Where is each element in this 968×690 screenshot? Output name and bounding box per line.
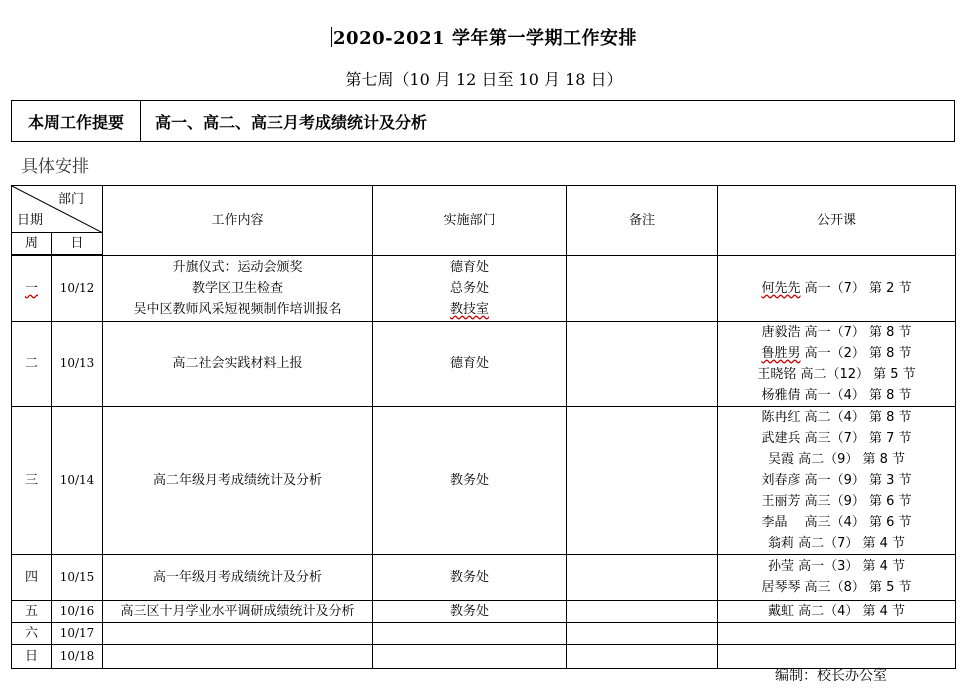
- section-label: 具体安排: [21, 157, 89, 177]
- department-cell: [373, 644, 567, 668]
- weekly-summary-text: 高一、高二、高三月考成绩统计及分析: [155, 112, 428, 132]
- schedule-row: [12, 622, 956, 644]
- open-class-line: 何先先 高一（7） 第 2 节: [761, 280, 912, 296]
- header-notes: 备注: [567, 186, 718, 256]
- weekly-summary-label: 本周工作提要: [12, 101, 141, 141]
- department-cell: [373, 622, 567, 644]
- open-class-cell: [718, 622, 956, 644]
- open-class-line: 杨雅倩 高一（4） 第 8 节: [761, 387, 912, 403]
- department-line: 德育处: [449, 356, 489, 371]
- content-cell: [103, 321, 373, 406]
- department-line: 教务处: [449, 472, 489, 488]
- weekday-cell: 四: [12, 554, 52, 600]
- weekly-summary-box: [11, 100, 955, 142]
- department-cell: [373, 406, 567, 554]
- weekday-cell: 三: [12, 406, 52, 554]
- content-cell: [103, 622, 373, 644]
- notes-cell: [567, 622, 718, 644]
- open-class-line: 孙莹 高一（3） 第 4 节: [767, 559, 906, 574]
- schedule-row: [12, 255, 956, 321]
- date-cell: 10/16: [52, 600, 103, 622]
- open-class-line: 鲁胜男 高一（2） 第 8 节: [761, 345, 912, 361]
- date-cell: 10/17: [52, 622, 103, 644]
- department-line: 总务处: [449, 280, 489, 296]
- weekday-cell: 五: [12, 600, 52, 622]
- notes-cell: [567, 554, 718, 600]
- corner-date-label: 日期: [17, 213, 44, 228]
- weekday-cell: 日: [12, 644, 52, 668]
- header-week: 周: [12, 233, 52, 256]
- document-title-text: 2020-2021 学年第一学期工作安排: [333, 28, 637, 49]
- open-class-line: 王丽芳 高三（9） 第 6 节: [761, 493, 912, 509]
- flagged-name: 鲁胜男: [761, 345, 801, 361]
- open-class-line: 李晶 高三（4） 第 6 节: [761, 514, 912, 530]
- header-row-top: [12, 186, 956, 233]
- notes-cell: [567, 644, 718, 668]
- content-line: 教学区卫生检查: [191, 280, 283, 296]
- content-line: 高二社会实践材料上报: [172, 356, 303, 371]
- schedule-row: [12, 406, 956, 554]
- open-class-cell: [718, 554, 956, 600]
- content-line: 吴中区教师风采短视频制作培训报名: [133, 301, 342, 317]
- content-line: 升旗仪式：运动会颁奖: [172, 259, 303, 275]
- weekday-cell: 一: [12, 255, 52, 321]
- open-class-line: 刘春彦 高一（9） 第 3 节: [761, 472, 912, 488]
- document-title: [0, 24, 968, 50]
- schedule-table: [11, 185, 956, 669]
- notes-cell: [567, 255, 718, 321]
- schedule-row: [12, 554, 956, 600]
- footer-editor: 编制：校长办公室: [775, 668, 887, 684]
- open-class-line: 唐毅浩 高一（7） 第 8 节: [761, 324, 912, 340]
- open-class-cell: [718, 321, 956, 406]
- open-class-line: 翁莉 高二（7） 第 4 节: [767, 535, 906, 551]
- header-day: 日: [52, 233, 103, 256]
- header-content: 工作内容: [103, 186, 373, 256]
- open-class-line: 吴霞 高二（9） 第 8 节: [767, 451, 906, 467]
- content-line: 高三区十月学业水平调研成绩统计及分析: [120, 603, 355, 619]
- open-class-cell: [718, 255, 956, 321]
- date-cell: 10/15: [52, 554, 103, 600]
- content-line: 高一年级月考成绩统计及分析: [152, 569, 322, 585]
- notes-cell: [567, 600, 718, 622]
- header-open-class: 公开课: [718, 186, 956, 256]
- content-cell: [103, 644, 373, 668]
- content-cell: [103, 406, 373, 554]
- open-class-line: 陈冉红 高二（4） 第 8 节: [761, 409, 912, 425]
- content-line: 高二年级月考成绩统计及分析: [152, 472, 322, 488]
- open-class-line: 王晓铭 高二（12） 第 5 节: [757, 366, 916, 382]
- content-cell: [103, 255, 373, 321]
- content-cell: [103, 600, 373, 622]
- date-dept-corner-cell: [12, 186, 103, 233]
- department-cell: [373, 321, 567, 406]
- open-class-cell: [718, 600, 956, 622]
- date-cell: 10/18: [52, 644, 103, 668]
- open-class-line: 居琴琴 高三（8） 第 5 节: [761, 580, 912, 595]
- schedule-row: [12, 321, 956, 406]
- department-cell: [373, 554, 567, 600]
- weekday-cell: 六: [12, 622, 52, 644]
- notes-cell: [567, 321, 718, 406]
- header-department: 实施部门: [373, 186, 567, 256]
- date-cell: 10/12: [52, 255, 103, 321]
- date-cell: 10/14: [52, 406, 103, 554]
- notes-cell: [567, 406, 718, 554]
- department-line: 教务处: [449, 603, 489, 619]
- date-cell: 10/13: [52, 321, 103, 406]
- corner-dept-label: 部门: [57, 192, 84, 207]
- weekday-cell: 二: [12, 321, 52, 406]
- department-line: 德育处: [449, 259, 489, 275]
- open-class-line: 武建兵 高三（7） 第 7 节: [761, 430, 912, 446]
- open-class-cell: [718, 406, 956, 554]
- department-line: 教技室: [449, 301, 489, 317]
- department-cell: [373, 255, 567, 321]
- open-class-line: 戴虹 高二（4） 第 4 节: [767, 603, 906, 619]
- flagged-name: 何先先: [761, 280, 801, 296]
- text-cursor: [331, 27, 332, 47]
- department-cell: [373, 600, 567, 622]
- content-cell: [103, 554, 373, 600]
- document-subtitle: 第七周（10 月 12 日至 10 月 18 日）: [345, 70, 623, 89]
- schedule-row: [12, 600, 956, 622]
- department-line: 教务处: [449, 569, 489, 585]
